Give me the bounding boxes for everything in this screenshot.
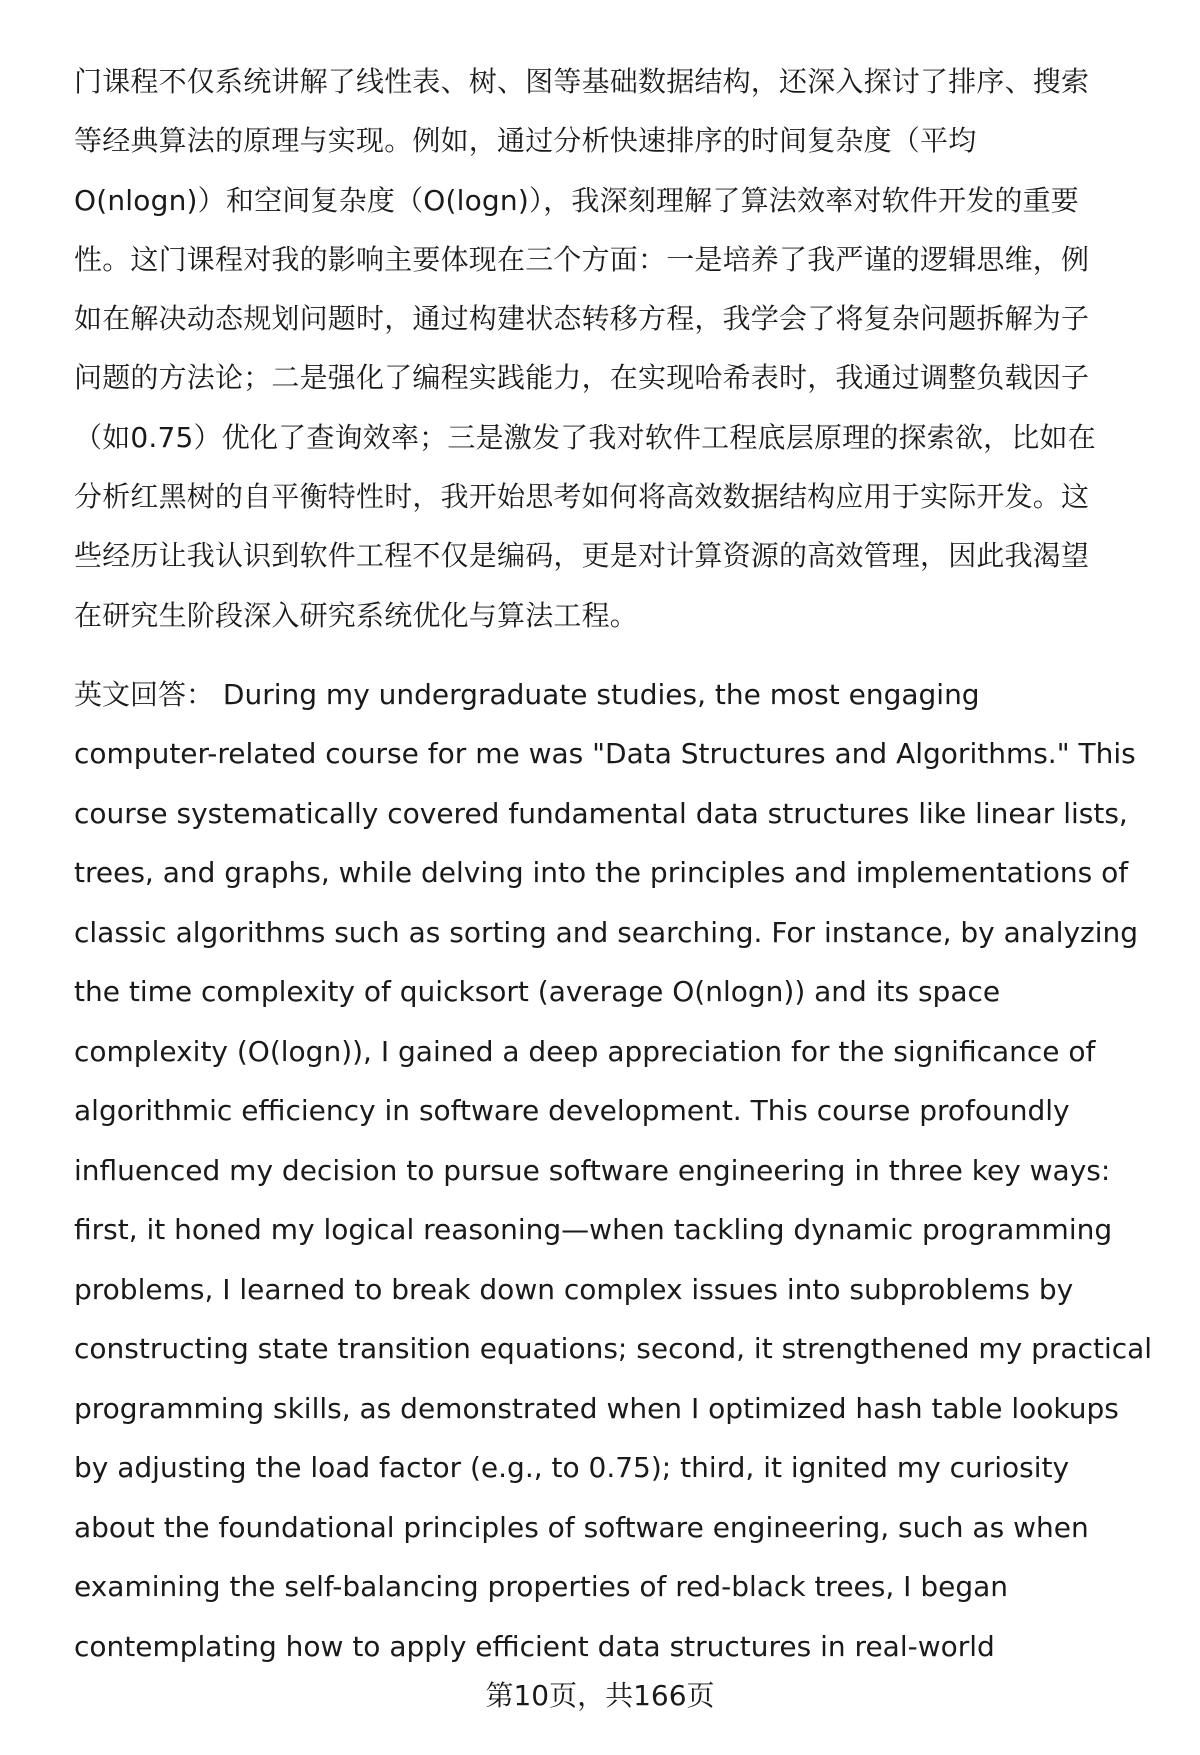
document-body bbox=[74, 52, 1164, 1676]
page-number-footer: 第10页，共166页 bbox=[485, 1679, 715, 1712]
text-line: 门课程不仅系统讲解了线性表、树、图等基础数据结构，还深入探讨了排序、搜索 bbox=[74, 65, 1090, 98]
text-line: first, it honed my logical reasoning—when tackling dynamic programming bbox=[74, 1213, 1113, 1247]
text-line: O(nlogn)）和空间复杂度（O(logn)），我深刻理解了算法效率对软件开发的重要 bbox=[74, 183, 1079, 217]
text-line: 分析红黑树的自平衡特性时，我开始思考如何将高效数据结构应用于实际开发。这 bbox=[74, 480, 1090, 514]
text-line: the time complexity of quicksort (average O(nlogn)) and its space bbox=[74, 975, 1001, 1009]
text-line: by adjusting the load factor (e.g., to 0.75); third, it ignited my curiosity bbox=[74, 1451, 1070, 1485]
text-line: problems, I learned to break down complex issues into subproblems by bbox=[74, 1272, 1074, 1306]
text-line: 些经历让我认识到软件工程不仅是编码，更是对计算资源的高效管理，因此我渴望 bbox=[74, 539, 1090, 573]
text-line: （如0.75）优化了查询效率；三是激发了我对软件工程底层原理的探索欲，比如在 bbox=[74, 420, 1096, 454]
text-line: complexity (O(logn)), I gained a deep appreciation for the significance of bbox=[74, 1034, 1096, 1068]
text-line: algorithmic efficiency in software development. This course profoundly bbox=[74, 1094, 1070, 1128]
text-line: trees, and graphs, while delving into the principles and implementations of bbox=[74, 856, 1129, 890]
text-line: computer-related course for me was "Data Structures and Algorithms." This bbox=[74, 737, 1136, 771]
text-line: 如在解决动态规划问题时，通过构建状态转移方程，我学会了将复杂问题拆解为子 bbox=[74, 302, 1090, 336]
text-line: examining the self-balancing properties of red-black trees, I began bbox=[74, 1570, 1008, 1604]
text-line: 在研究生阶段深入研究系统优化与算法工程。 bbox=[74, 598, 639, 632]
text-line: 性。这门课程对我的影响主要体现在三个方面：一是培养了我严谨的逻辑思维，例 bbox=[74, 242, 1090, 276]
text-line: programming skills, as demonstrated when I optimized hash table lookups bbox=[74, 1391, 1119, 1425]
text-line: course systematically covered fundamental data structures like linear lists, bbox=[74, 796, 1128, 830]
text-line: 问题的方法论；二是强化了编程实践能力，在实现哈希表时，我通过调整负载因子 bbox=[74, 361, 1090, 395]
text-line: classic algorithms such as sorting and searching. For instance, by analyzing bbox=[74, 915, 1139, 949]
text-line: 英文回答： During my undergraduate studies, the most engaging bbox=[74, 677, 980, 711]
text-line: 等经典算法的原理与实现。例如，通过分析快速排序的时间复杂度（平均 bbox=[74, 124, 977, 158]
chinese-paragraph bbox=[74, 52, 1164, 645]
text-line: influenced my decision to pursue software engineering in three key ways: bbox=[74, 1153, 1111, 1187]
text-line: contemplating how to apply efficient data structures in real-world bbox=[74, 1629, 995, 1663]
text-line: constructing state transition equations; second, it strengthened my practical bbox=[74, 1332, 1153, 1366]
text-line: about the foundational principles of software engineering, such as when bbox=[74, 1510, 1089, 1544]
english-answer-paragraph bbox=[74, 665, 1164, 1677]
